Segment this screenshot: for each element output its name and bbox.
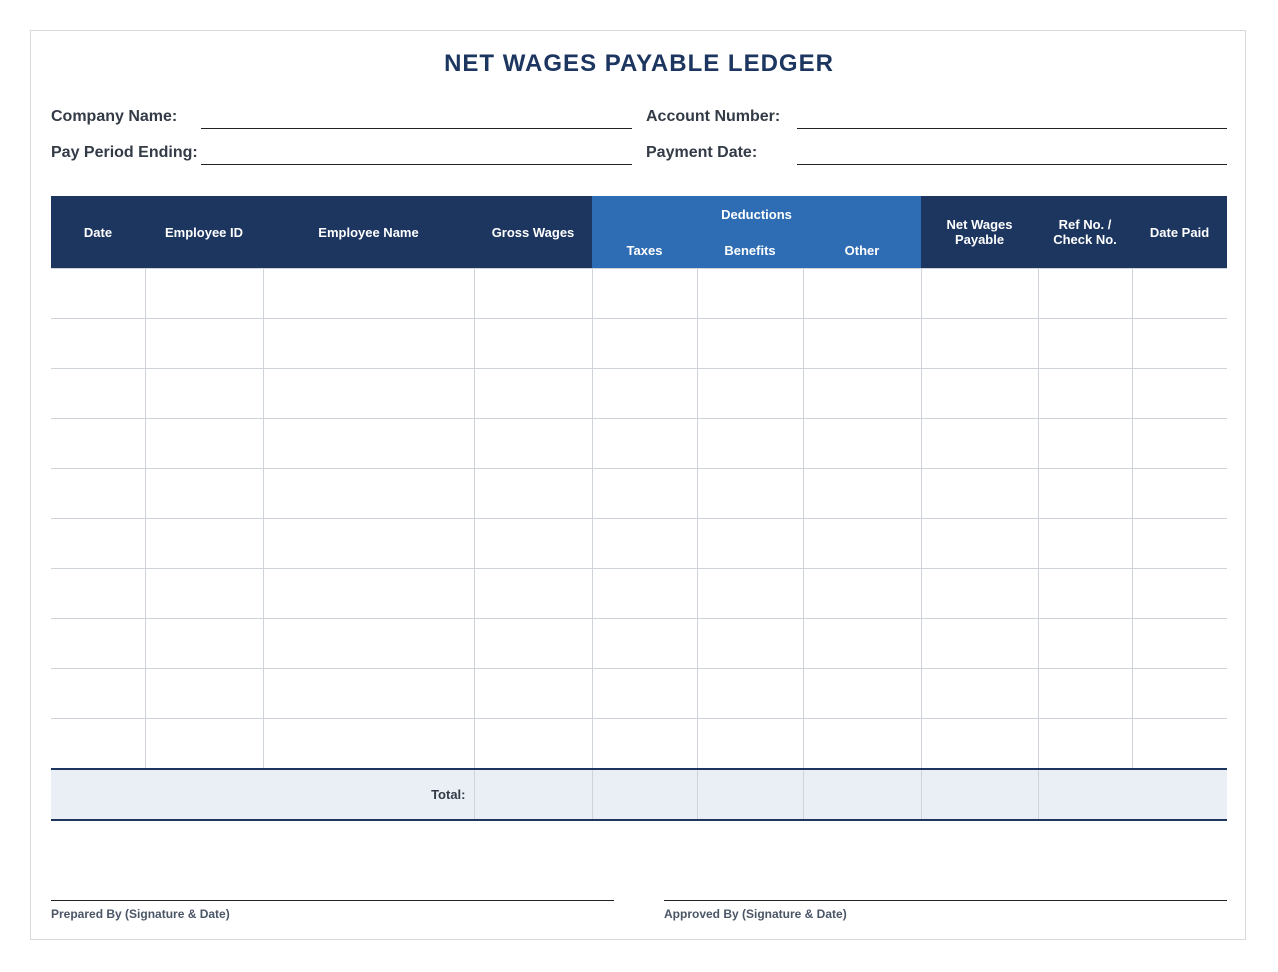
table-cell[interactable] xyxy=(263,469,474,519)
table-cell[interactable] xyxy=(474,419,592,469)
table-cell[interactable] xyxy=(51,719,145,770)
table-cell[interactable] xyxy=(697,369,803,419)
table-cell[interactable] xyxy=(145,469,263,519)
table-cell[interactable] xyxy=(803,669,921,719)
table-cell[interactable] xyxy=(697,619,803,669)
table-cell[interactable] xyxy=(697,519,803,569)
table-cell[interactable] xyxy=(51,669,145,719)
table-cell[interactable] xyxy=(263,419,474,469)
table-cell[interactable] xyxy=(697,569,803,619)
table-cell[interactable] xyxy=(592,569,697,619)
table-cell[interactable] xyxy=(1132,619,1227,669)
table-cell[interactable] xyxy=(592,369,697,419)
table-cell[interactable] xyxy=(51,319,145,369)
table-cell[interactable] xyxy=(51,569,145,619)
table-cell[interactable] xyxy=(1038,319,1132,369)
table-cell[interactable] xyxy=(145,669,263,719)
table-row xyxy=(51,519,1227,569)
table-cell[interactable] xyxy=(1132,719,1227,770)
table-cell[interactable] xyxy=(263,669,474,719)
table-cell[interactable] xyxy=(474,519,592,569)
table-cell[interactable] xyxy=(474,569,592,619)
table-cell[interactable] xyxy=(474,319,592,369)
table-cell[interactable] xyxy=(1132,319,1227,369)
col-header-other: Other xyxy=(803,232,921,269)
table-row xyxy=(51,369,1227,419)
table-cell[interactable] xyxy=(145,269,263,319)
table-cell[interactable] xyxy=(921,419,1038,469)
total-blank-cell xyxy=(1038,769,1227,820)
table-cell[interactable] xyxy=(592,319,697,369)
col-header-employee-id: Employee ID xyxy=(145,196,263,269)
col-header-gross-wages: Gross Wages xyxy=(474,196,592,269)
table-cell[interactable] xyxy=(145,719,263,770)
prepared-by-signature-line[interactable] xyxy=(51,900,614,901)
table-cell[interactable] xyxy=(803,519,921,569)
table-cell[interactable] xyxy=(592,519,697,569)
table-cell[interactable] xyxy=(474,719,592,770)
table-row xyxy=(51,319,1227,369)
table-cell[interactable] xyxy=(51,369,145,419)
table-cell[interactable] xyxy=(592,419,697,469)
table-cell[interactable] xyxy=(592,469,697,519)
table-row xyxy=(51,269,1227,319)
table-cell[interactable] xyxy=(263,519,474,569)
table-cell[interactable] xyxy=(921,319,1038,369)
table-cell[interactable] xyxy=(51,519,145,569)
company-name-label: Company Name: xyxy=(51,108,178,125)
col-header-net-wages: Net Wages Payable xyxy=(921,196,1038,269)
pay-period-field[interactable] xyxy=(201,164,632,165)
table-cell[interactable] xyxy=(921,669,1038,719)
col-header-benefits: Benefits xyxy=(697,232,803,269)
table-cell[interactable] xyxy=(263,719,474,770)
col-header-date-paid: Date Paid xyxy=(1132,196,1227,269)
table-cell[interactable] xyxy=(592,669,697,719)
table-row xyxy=(51,419,1227,469)
table-cell[interactable] xyxy=(921,519,1038,569)
table-cell[interactable] xyxy=(263,619,474,669)
table-cell[interactable] xyxy=(697,269,803,319)
col-header-employee-name: Employee Name xyxy=(263,196,474,269)
total-row xyxy=(51,769,1227,820)
total-label: Total: xyxy=(51,769,474,820)
table-cell[interactable] xyxy=(145,369,263,419)
table-cell[interactable] xyxy=(921,369,1038,419)
table-cell[interactable] xyxy=(921,269,1038,319)
table-cell[interactable] xyxy=(803,369,921,419)
table-cell[interactable] xyxy=(1038,269,1132,319)
approved-by-label: Approved By (Signature & Date) xyxy=(664,907,847,921)
table-cell[interactable] xyxy=(145,519,263,569)
col-header-taxes: Taxes xyxy=(592,232,697,269)
table-cell[interactable] xyxy=(803,619,921,669)
table-cell[interactable] xyxy=(697,669,803,719)
table-cell[interactable] xyxy=(474,669,592,719)
table-row xyxy=(51,569,1227,619)
table-cell[interactable] xyxy=(51,469,145,519)
table-row xyxy=(51,619,1227,669)
table-cell[interactable] xyxy=(803,719,921,770)
table-cell[interactable] xyxy=(697,469,803,519)
table-cell[interactable] xyxy=(1038,469,1132,519)
table-cell[interactable] xyxy=(592,619,697,669)
table-cell[interactable] xyxy=(803,469,921,519)
pay-period-label: Pay Period Ending: xyxy=(51,144,198,161)
table-cell[interactable] xyxy=(1132,269,1227,319)
table-cell[interactable] xyxy=(263,319,474,369)
company-name-field[interactable] xyxy=(201,128,632,129)
total-net-wages-cell[interactable] xyxy=(921,769,1038,820)
table-cell[interactable] xyxy=(1038,619,1132,669)
table-cell[interactable] xyxy=(921,719,1038,770)
page-title: NET WAGES PAYABLE LEDGER xyxy=(444,50,834,77)
table-cell[interactable] xyxy=(1038,419,1132,469)
table-cell[interactable] xyxy=(803,569,921,619)
table-cell[interactable] xyxy=(145,569,263,619)
total-other-cell[interactable] xyxy=(803,769,921,820)
col-header-deductions: Deductions xyxy=(592,196,921,232)
table-cell[interactable] xyxy=(697,419,803,469)
table-cell[interactable] xyxy=(1038,719,1132,770)
table-cell[interactable] xyxy=(1132,469,1227,519)
table-cell[interactable] xyxy=(921,619,1038,669)
table-cell[interactable] xyxy=(1132,669,1227,719)
table-cell[interactable] xyxy=(51,419,145,469)
table-cell[interactable] xyxy=(51,269,145,319)
table-cell[interactable] xyxy=(1132,569,1227,619)
col-header-ref-no: Ref No. / Check No. xyxy=(1038,196,1132,269)
table-cell[interactable] xyxy=(145,419,263,469)
total-benefits-cell[interactable] xyxy=(697,769,803,820)
table-cell[interactable] xyxy=(474,619,592,669)
table-cell[interactable] xyxy=(921,469,1038,519)
table-cell[interactable] xyxy=(51,619,145,669)
ledger-table xyxy=(51,196,1227,821)
table-cell[interactable] xyxy=(474,469,592,519)
total-taxes-cell[interactable] xyxy=(592,769,697,820)
table-row xyxy=(51,469,1227,519)
payment-date-label: Payment Date: xyxy=(646,144,758,161)
table-cell[interactable] xyxy=(263,269,474,319)
table-cell[interactable] xyxy=(803,419,921,469)
account-number-label: Account Number: xyxy=(646,108,781,125)
prepared-by-label: Prepared By (Signature & Date) xyxy=(51,907,230,921)
table-cell[interactable] xyxy=(1132,519,1227,569)
col-header-date: Date xyxy=(51,196,145,269)
table-cell[interactable] xyxy=(145,319,263,369)
table-cell[interactable] xyxy=(263,369,474,419)
total-gross-wages-cell[interactable] xyxy=(474,769,592,820)
approved-by-signature-line[interactable] xyxy=(664,900,1227,901)
table-cell[interactable] xyxy=(1038,369,1132,419)
payment-date-field[interactable] xyxy=(797,164,1227,165)
table-cell[interactable] xyxy=(1132,369,1227,419)
table-cell[interactable] xyxy=(921,569,1038,619)
table-cell[interactable] xyxy=(145,619,263,669)
table-row xyxy=(51,669,1227,719)
table-row xyxy=(51,719,1227,770)
table-cell[interactable] xyxy=(592,269,697,319)
table-cell[interactable] xyxy=(803,319,921,369)
table-cell[interactable] xyxy=(263,569,474,619)
account-number-field[interactable] xyxy=(797,128,1227,129)
table-cell[interactable] xyxy=(592,719,697,770)
table-cell[interactable] xyxy=(803,269,921,319)
table-cell[interactable] xyxy=(697,319,803,369)
table-cell[interactable] xyxy=(697,719,803,770)
table-cell[interactable] xyxy=(1038,519,1132,569)
table-cell[interactable] xyxy=(1038,669,1132,719)
table-cell[interactable] xyxy=(474,369,592,419)
table-cell[interactable] xyxy=(1038,569,1132,619)
table-cell[interactable] xyxy=(474,269,592,319)
table-cell[interactable] xyxy=(1132,419,1227,469)
